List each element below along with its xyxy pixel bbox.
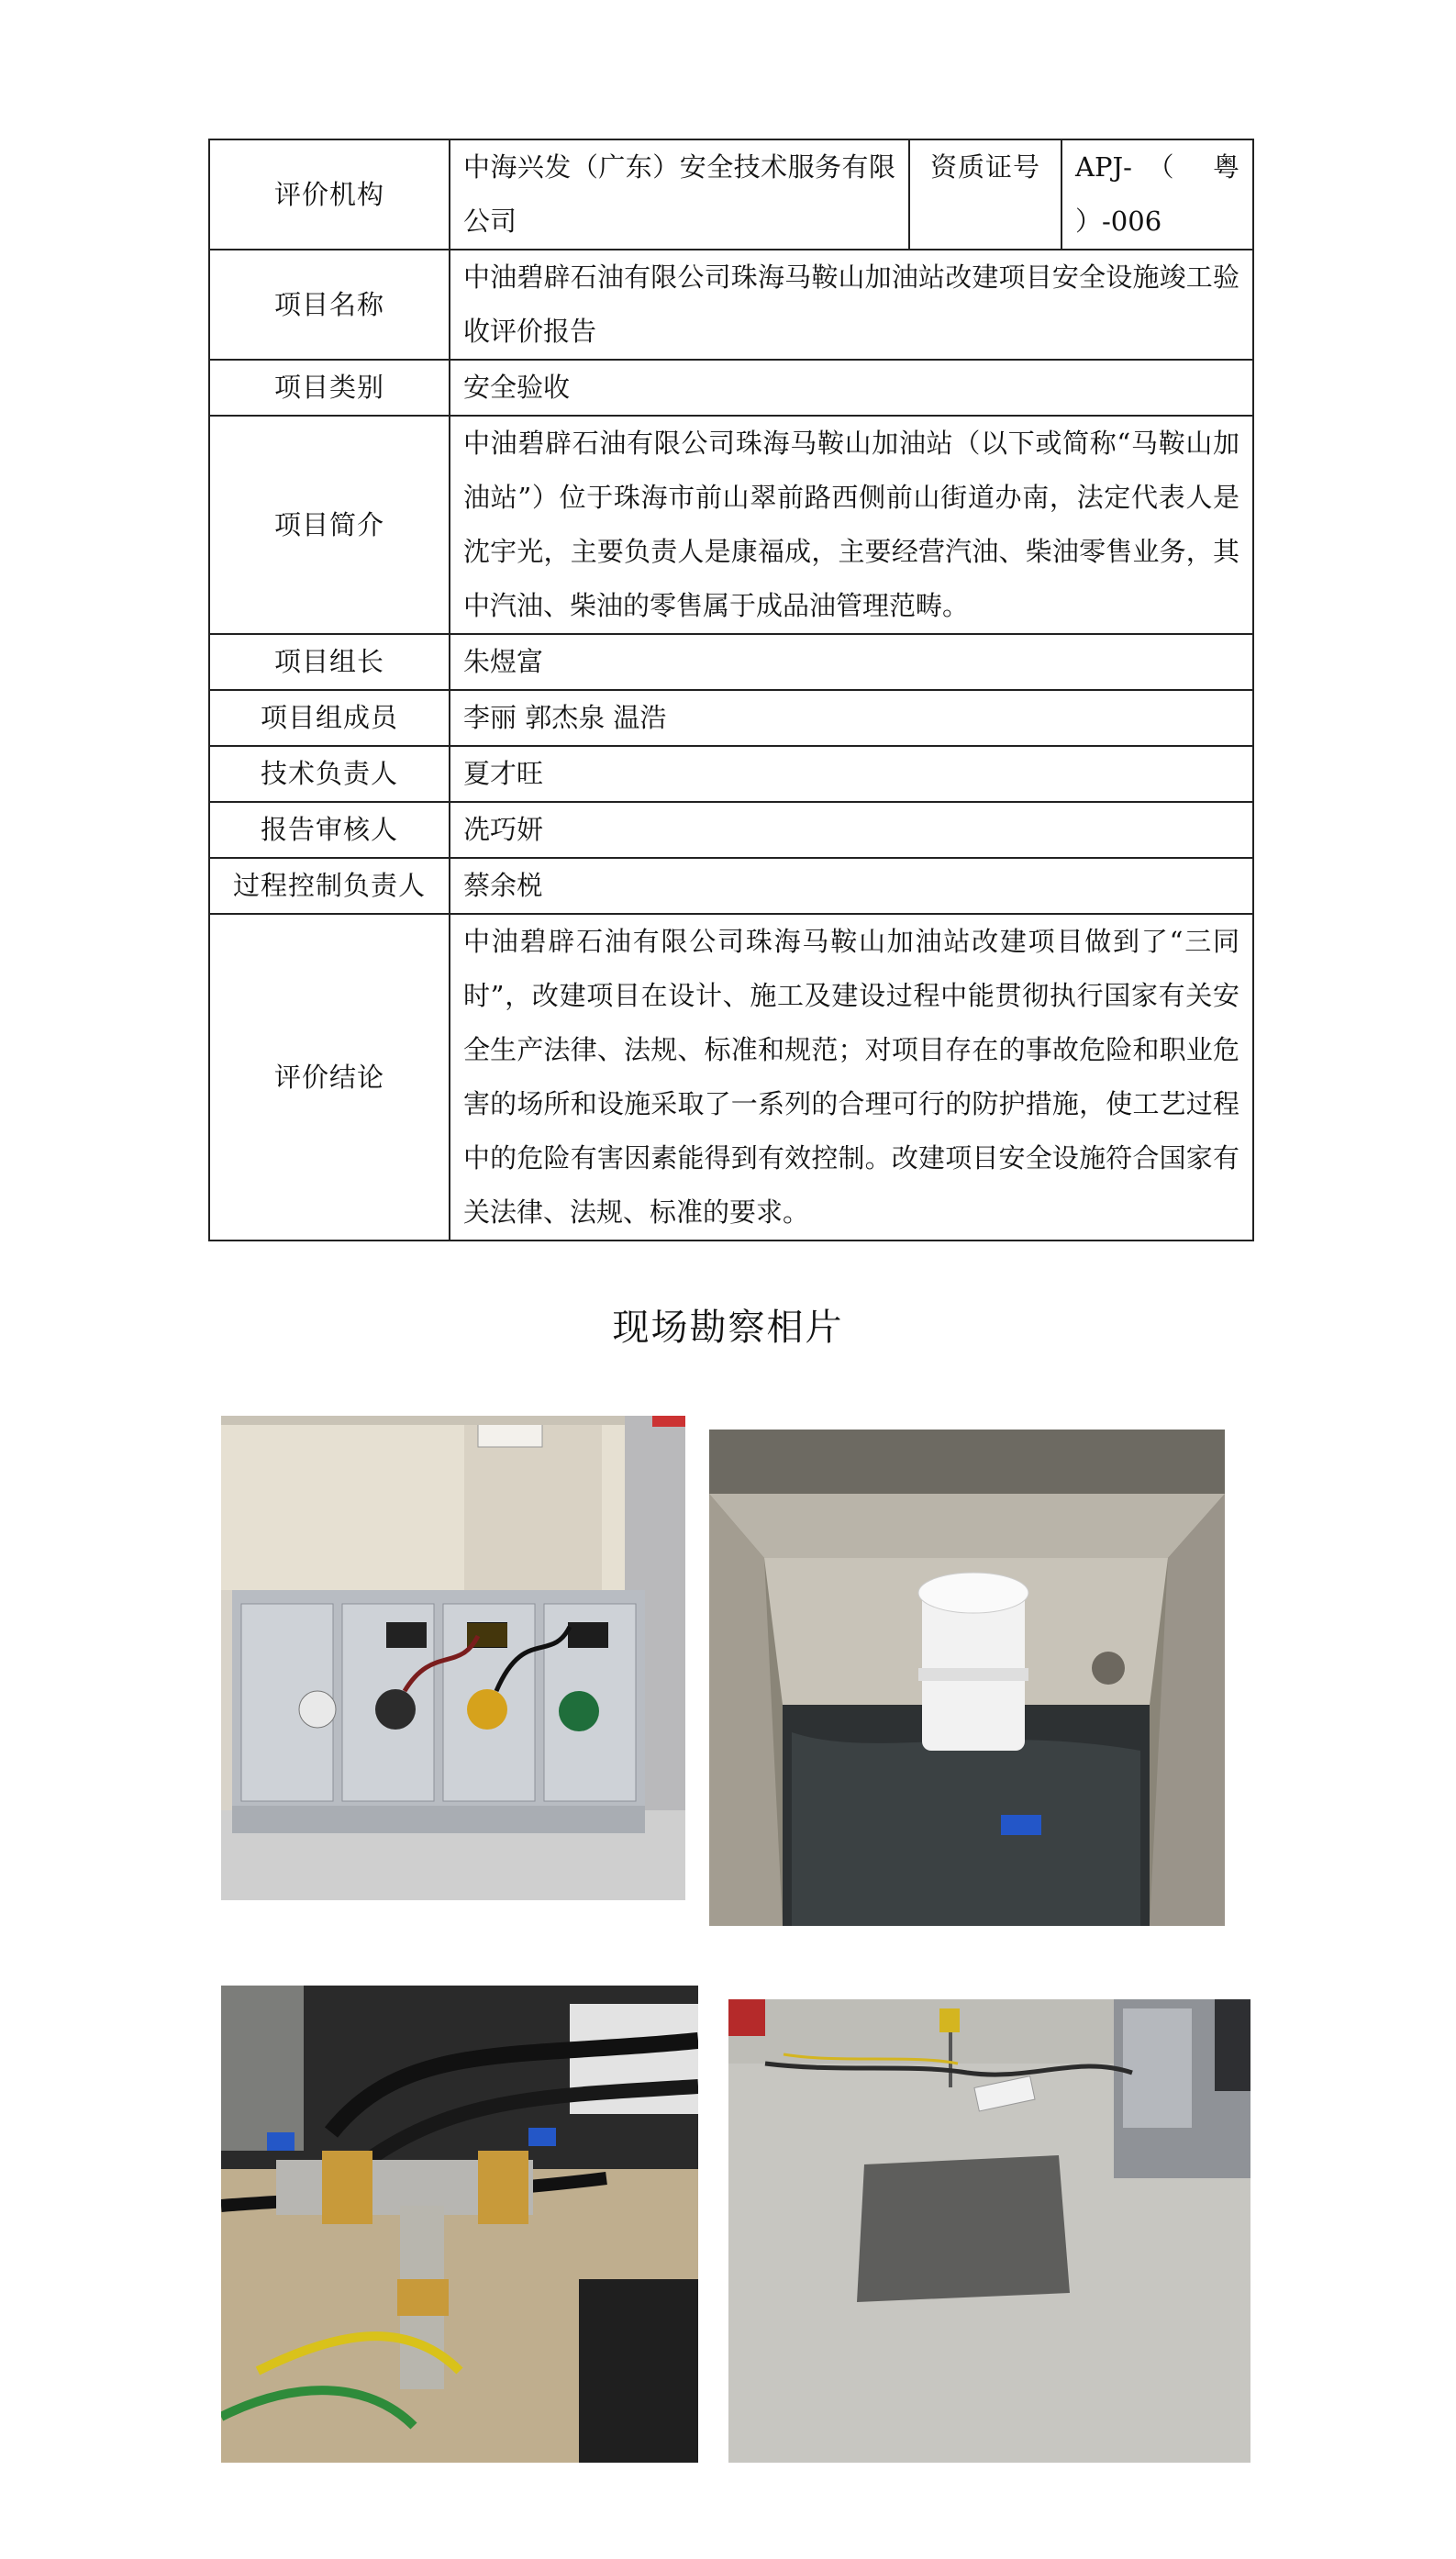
site-photo-valve-cabinet <box>221 1416 685 1900</box>
reviewer-label: 报告审核人 <box>209 802 450 858</box>
table-row-summary <box>209 416 1253 634</box>
members-label: 项目组成员 <box>209 690 450 746</box>
process-control-label: 过程控制负责人 <box>209 858 450 914</box>
conclusion-label: 评价结论 <box>209 914 450 1241</box>
site-photo-pit <box>709 1430 1225 1926</box>
project-name-label: 项目名称 <box>209 250 450 360</box>
category-label: 项目类别 <box>209 360 450 416</box>
tech-lead-value: 夏才旺 <box>450 746 1253 802</box>
cert-value: APJ-（ 粤 ）-006 <box>1061 139 1253 250</box>
site-photo-concrete-patch <box>728 1999 1250 2463</box>
table-row-leader <box>209 634 1253 690</box>
process-control-value: 蔡余棁 <box>450 858 1253 914</box>
table-row-reviewer <box>209 802 1253 858</box>
project-name-value: 中油碧辟石油有限公司珠海马鞍山加油站改建项目安全设施竣工验收评价报告 <box>450 250 1253 360</box>
tech-lead-label: 技术负责人 <box>209 746 450 802</box>
summary-value: 中油碧辟石油有限公司珠海马鞍山加油站（以下或简称“马鞍山加油站”）位于珠海市前山翠前路西侧前山街道办南，法定代表人是沈宇光，主要负责人是康福成，主要经营汽油、柴油零售业务，其中汽油、柴油的零售属于成品油管理范畴。 <box>450 416 1253 634</box>
leader-label: 项目组长 <box>209 634 450 690</box>
table-row-institution <box>209 139 1253 250</box>
info-table <box>208 139 1254 1241</box>
table-row-project-name <box>209 250 1253 360</box>
table-row-process-control <box>209 858 1253 914</box>
reviewer-value: 冼巧妍 <box>450 802 1253 858</box>
site-photo-pipes <box>221 1986 698 2463</box>
summary-label: 项目简介 <box>209 416 450 634</box>
institution-value: 中海兴发（广东）安全技术服务有限公司 <box>450 139 909 250</box>
institution-label: 评价机构 <box>209 139 450 250</box>
table-row-conclusion <box>209 914 1253 1241</box>
conclusion-value: 中油碧辟石油有限公司珠海马鞍山加油站改建项目做到了“三同时”，改建项目在设计、施工及建设过程中能贯彻执行国家有关安全生产法律、法规、标准和规范；对项目存在的事故危险和职业危害的场所和设施采取了一系列的合理可行的防护措施，使工艺过程中的危险有害因素能得到有效控制。改建项目安全设施符合国家有关法律、法规、标准的要求。 <box>450 914 1253 1241</box>
members-value: 李丽 郭杰泉 温浩 <box>450 690 1253 746</box>
cert-label: 资质证号 <box>909 139 1061 250</box>
table-row-category <box>209 360 1253 416</box>
table-row-members <box>209 690 1253 746</box>
table-row-tech-lead <box>209 746 1253 802</box>
leader-value: 朱煜富 <box>450 634 1253 690</box>
category-value: 安全验收 <box>450 360 1253 416</box>
photos-title: 现场勘察相片 <box>612 1307 844 1349</box>
